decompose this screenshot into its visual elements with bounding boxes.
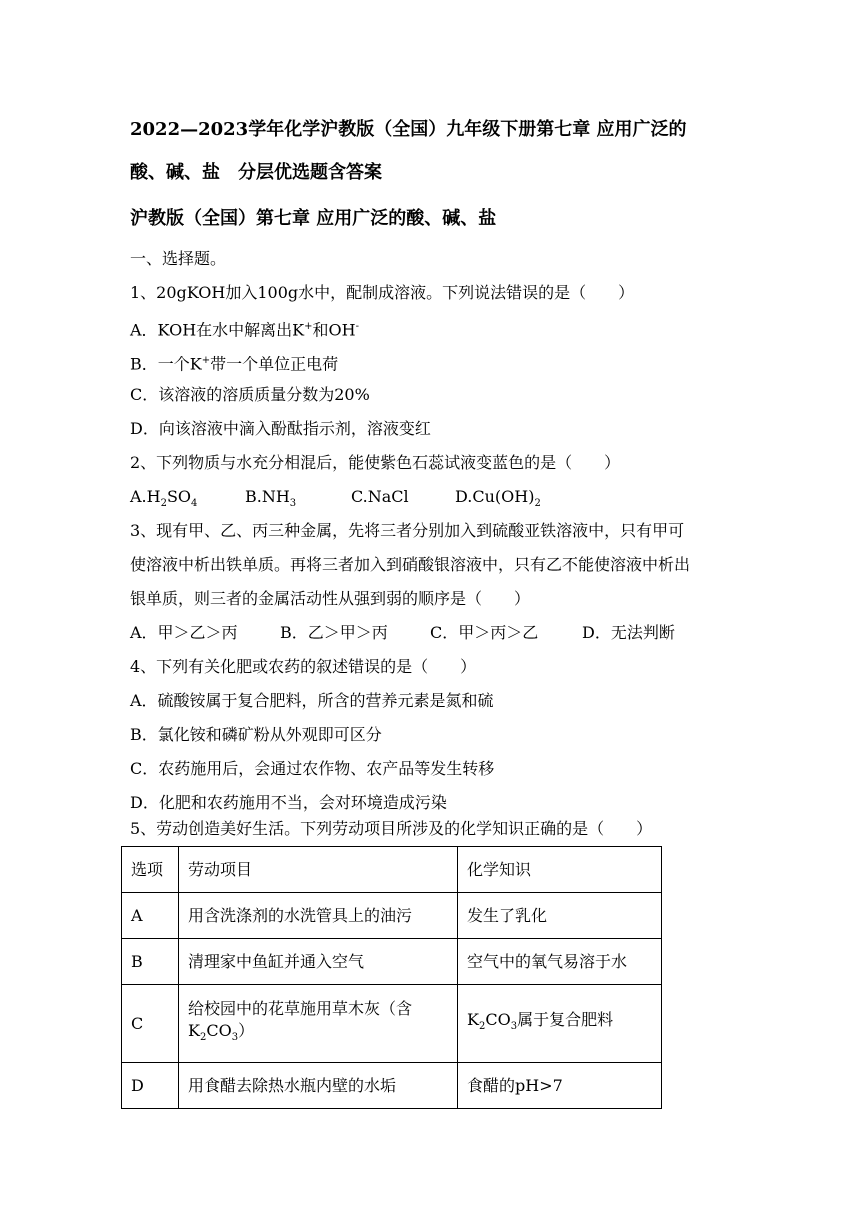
- q5-stem: 5、劳动创造美好生活。下列劳动项目所涉及的化学知识正确的是（ ）: [130, 819, 653, 838]
- q2-options: [130, 487, 541, 514]
- q3-option-a: A．甲＞乙＞丙: [130, 623, 238, 642]
- q4-option-a: A．硫酸铵属于复合肥料，所含的营养元素是氮和硫: [130, 691, 494, 710]
- q3-stem-line1: 3、现有甲、乙、丙三种金属，先将三者分别加入到硫酸亚铁溶液中，只有甲可: [130, 521, 685, 540]
- cell-text: K: [188, 1020, 200, 1040]
- document-title-line1: 2022—2023学年化学沪教版（全国）九年级下册第七章 应用广泛的: [130, 119, 687, 140]
- q4-option-c: C．农药施用后，会通过农作物、农产品等发生转移: [130, 759, 495, 778]
- table-header-cell: 化学知识: [458, 847, 662, 893]
- table-cell: 发生了乳化: [458, 893, 662, 939]
- table-cell: 空气中的氧气易溶于水: [458, 939, 662, 985]
- table-cell: 食醋的pH>7: [458, 1063, 662, 1109]
- q2-option-d: [455, 487, 541, 514]
- table-cell: C: [122, 985, 179, 1063]
- cell-sub: 2: [199, 1032, 207, 1044]
- table-cell: [458, 985, 662, 1063]
- cell-sub: 3: [231, 1032, 239, 1044]
- table-cell: D: [122, 1063, 179, 1109]
- q3-option-d: D．无法判断: [582, 623, 675, 642]
- table-cell: 用含洗涤剂的水洗管具上的油污: [179, 893, 458, 939]
- table-header-row: [122, 847, 662, 893]
- q2-option-c: C.NaCl: [351, 487, 409, 506]
- q2-option-b: [245, 487, 351, 514]
- cell-text: CO: [485, 1009, 511, 1029]
- q3-options: [130, 623, 675, 643]
- q2-d-text: D.Cu(OH): [455, 487, 535, 506]
- q1-option-b: [130, 351, 338, 374]
- q1-a-text1: A．KOH在水中解离出K: [130, 320, 305, 340]
- table-header-cell: 选项: [122, 847, 179, 893]
- q4-option-b: B．氯化铵和磷矿粉从外观即可区分: [130, 725, 382, 744]
- q3-stem-line3: 银单质，则三者的金属活动性从强到弱的顺序是（ ）: [130, 589, 531, 608]
- q3-stem-line2: 使溶液中析出铁单质。再将三者加入到硝酸银溶液中，只有乙不能使溶液中析出: [130, 555, 691, 574]
- q2-a-text1: A.H: [130, 487, 161, 506]
- q2-a-sub2: 4: [191, 498, 198, 510]
- q2-b-text: B.NH: [245, 487, 290, 506]
- q4-option-d: D．化肥和农药施用不当，会对环境造成污染: [130, 793, 447, 812]
- q1-a-sup2: -: [355, 321, 359, 332]
- table-cell: A: [122, 893, 179, 939]
- q1-b-sup: +: [201, 355, 211, 366]
- q1-b-text1: B．一个K: [130, 354, 202, 374]
- cell-text: 属于复合肥料: [517, 1009, 614, 1029]
- chapter-subtitle: 沪教版（全国）第七章 应用广泛的酸、碱、盐: [130, 208, 497, 229]
- q2-stem: 2、下列物质与水充分相混后，能使紫色石蕊试液变蓝色的是（ ）: [130, 453, 621, 472]
- q2-option-a: [130, 487, 245, 514]
- q5-table: [121, 846, 662, 1109]
- q2-a-sub1: 2: [160, 498, 167, 510]
- table-header-cell: 劳动项目: [179, 847, 458, 893]
- q3-option-b: B．乙＞甲＞丙: [280, 623, 388, 642]
- q4-stem: 4、下列有关化肥或农药的叙述错误的是（ ）: [130, 657, 477, 676]
- q3-option-c: C．甲＞丙＞乙: [430, 623, 539, 642]
- q1-a-sup1: +: [304, 321, 313, 332]
- cell-text: 给校园中的花草施用草木灰（含: [188, 998, 413, 1018]
- q2-b-sub: 3: [289, 498, 297, 510]
- section-heading: 一、选择题。: [130, 249, 227, 268]
- q1-option-a: [130, 317, 359, 340]
- q1-b-text2: 带一个单位正电荷: [210, 354, 339, 374]
- table-row: [122, 939, 662, 985]
- table-cell: [179, 985, 458, 1063]
- table-cell: 清理家中鱼缸并通入空气: [179, 939, 458, 985]
- table-row: [122, 893, 662, 939]
- q1-option-c: C．该溶液的溶质质量分数为20%: [130, 385, 370, 404]
- cell-sub: 2: [478, 1021, 486, 1033]
- q2-a-text2: SO: [166, 487, 192, 506]
- document-title-line2: 酸、碱、盐 分层优选题含答案: [130, 162, 382, 183]
- q1-a-text2: 和OH: [312, 320, 356, 340]
- table-row: [122, 985, 662, 1063]
- q2-d-sub: 2: [534, 498, 541, 510]
- cell-text: K: [467, 1009, 479, 1029]
- q1-option-d: D．向该溶液中滴入酚酞指示剂，溶液变红: [130, 419, 431, 438]
- table-row: [122, 1063, 662, 1109]
- cell-text: CO: [206, 1020, 232, 1040]
- table-cell: B: [122, 939, 179, 985]
- cell-text: ）: [238, 1020, 255, 1040]
- cell-sub: 3: [510, 1021, 518, 1033]
- table-cell: 用食醋去除热水瓶内壁的水垢: [179, 1063, 458, 1109]
- q1-stem: 1、20gKOH加入100g水中，配制成溶液。下列说法错误的是（ ）: [130, 283, 635, 302]
